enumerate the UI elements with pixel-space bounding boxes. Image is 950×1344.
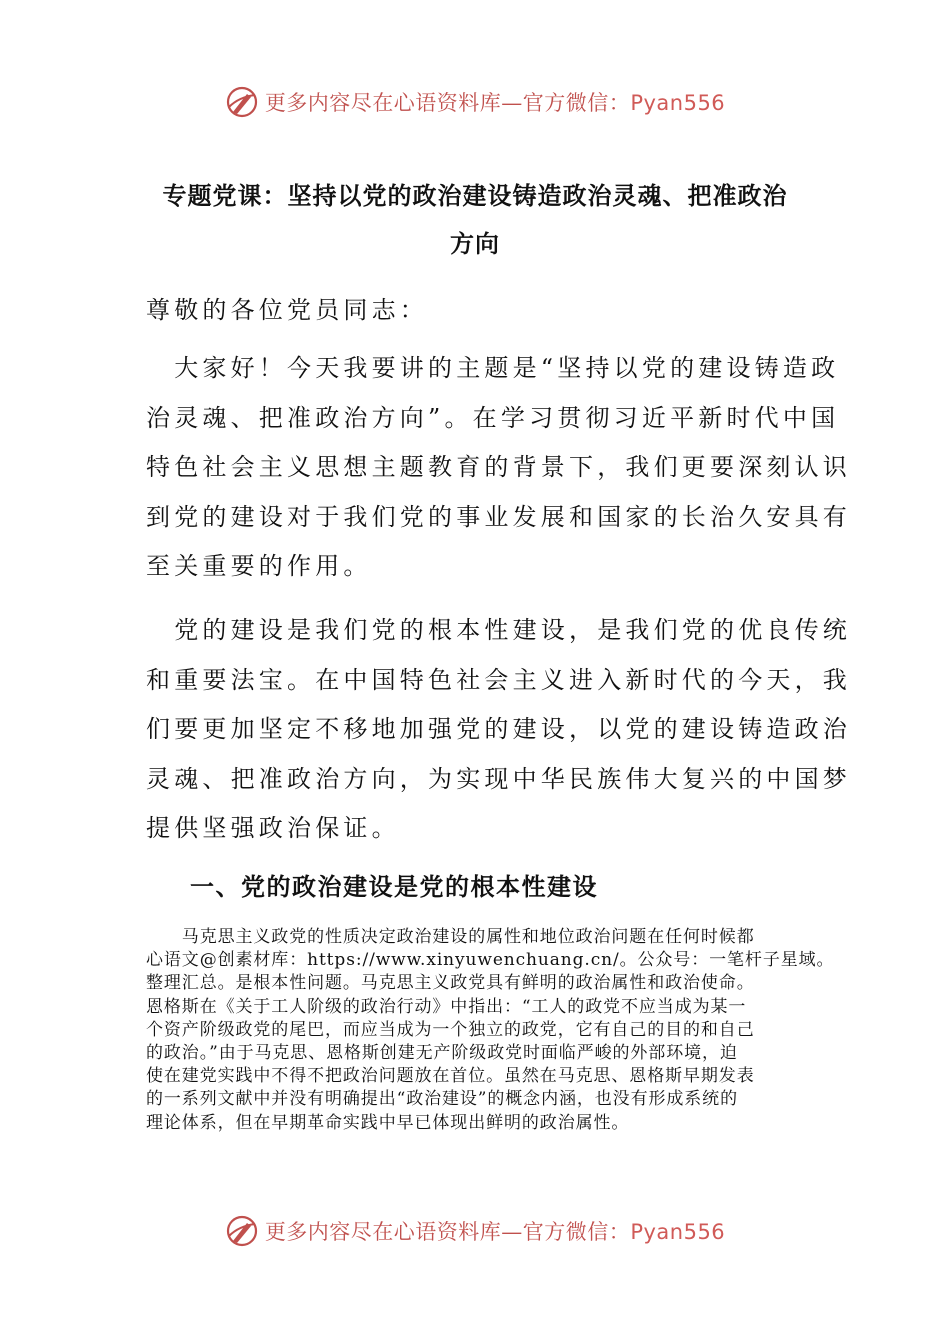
greeting: 尊敬的各位党员同志： <box>146 296 428 324</box>
paragraph-1 <box>146 344 851 592</box>
wechat-id: Pyan556 <box>630 1220 726 1244</box>
text-line: 提供坚强政治保证。 <box>146 814 400 843</box>
text-line: 治灵魂、把准政治方向”。在学习贯彻习近平新时代中国 <box>146 403 840 432</box>
pen-logo-icon <box>225 1214 259 1248</box>
small-line: 恩格斯在《关于工人阶级的政治行动》中指出：“工人的政党不应当成为某一 <box>146 996 747 1017</box>
text-line: 党的建设是我们党的根本性建设，是我们党的优良传统 <box>146 616 851 644</box>
title-line: 专题党课：坚持以党的政治建设铸造政治灵魂、把准政治 <box>162 181 788 210</box>
text-line: 们要更加坚定不移地加强党的建设，以党的建设铸造政治 <box>146 715 851 744</box>
text-line: 到党的建设对于我们党的事业发展和国家的长治久安具有 <box>146 502 851 531</box>
footer-banner <box>0 1211 950 1251</box>
paragraph-2 <box>146 606 851 854</box>
small-line: 心语文@创素材库：https://www.xinyuwenchuang.cn/。公众号：一笔杆子星域。 <box>146 950 835 971</box>
page-title <box>100 172 850 268</box>
small-line: 的政治。”由于马克思、恩格斯创建无产阶级政党时面临严峻的外部环境，迫 <box>146 1042 738 1063</box>
small-line: 使在建党实践中不得不把政治问题放在首位。虽然在马克思、恩格斯早期发表 <box>146 1066 755 1087</box>
small-line: 理论体系，但在早期革命实践中早已体现出鲜明的政治属性。 <box>146 1112 630 1133</box>
header-banner <box>0 82 950 122</box>
banner-text: 更多内容尽在心语资料库—官方微信：Pyan556 <box>264 91 726 115</box>
small-line: 个资产阶级政党的尾巴，而应当成为一个独立的政党，它有自己的目的和自己 <box>146 1019 755 1040</box>
text-line: 特色社会主义思想主题教育的背景下，我们更要深刻认识 <box>146 453 851 482</box>
section-heading: 一、党的政治建设是党的根本性建设 <box>190 873 598 901</box>
banner-text: 更多内容尽在心语资料库—官方微信：Pyan556 <box>264 1220 726 1244</box>
text-line: 灵魂、把准政治方向，为实现中华民族伟大复兴的中国梦 <box>146 764 851 793</box>
pen-logo-icon <box>225 85 259 119</box>
text-line: 大家好！今天我要讲的主题是“坚持以党的建设铸造政 <box>146 354 840 382</box>
wechat-id: Pyan556 <box>630 91 726 115</box>
small-line: 的一系列文献中并没有明确提出“政治建设”的概念内涵，也没有形成系统的 <box>146 1089 738 1110</box>
title-line: 方向 <box>450 229 500 258</box>
text-line: 和重要法宝。在中国特色社会主义进入新时代的今天，我 <box>146 665 851 694</box>
small-line: 整理汇总。是根本性问题。马克思主义政党具有鲜明的政治属性和政治使命。 <box>146 973 755 994</box>
small-paragraph <box>146 926 835 1135</box>
small-line: 马克思主义政党的性质决定政治建设的属性和地位政治问题在任何时候都 <box>146 927 755 947</box>
text-line: 至关重要的作用。 <box>146 552 372 581</box>
